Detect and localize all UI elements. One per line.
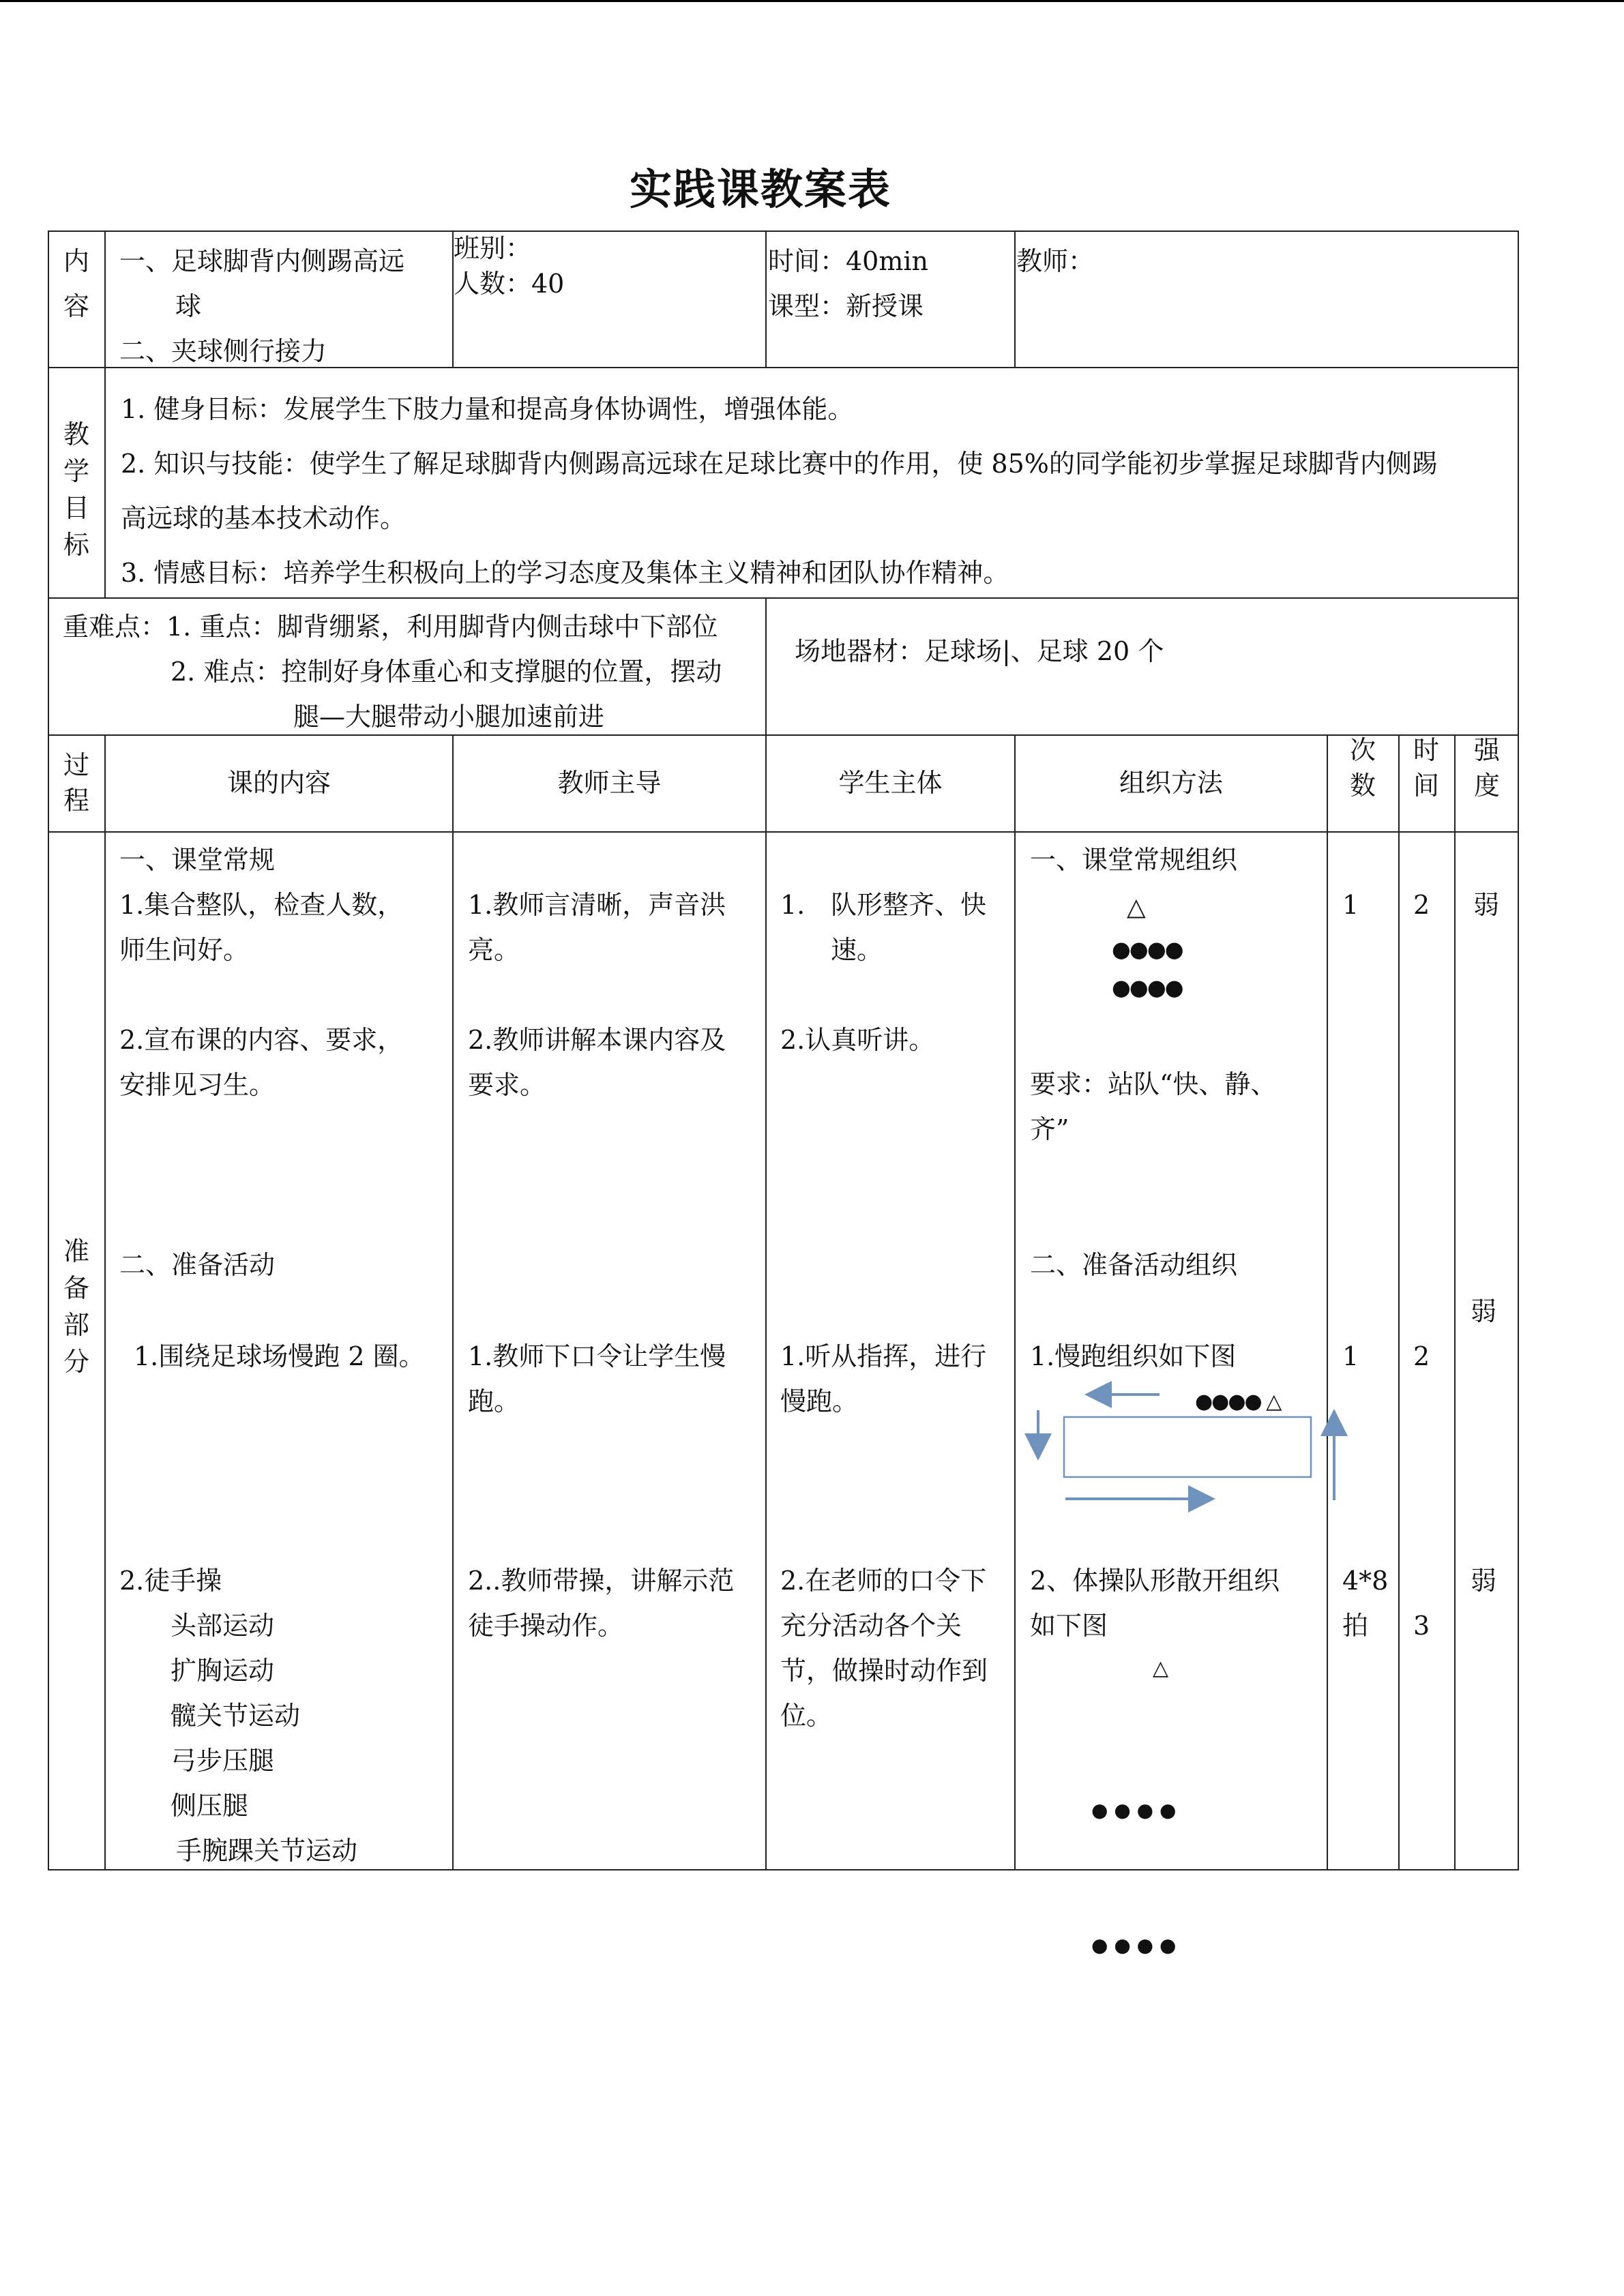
teacher-3-line: 跑。 (468, 1386, 520, 1416)
times-3-line: 4*8 (1342, 1566, 1389, 1596)
goals-text (121, 382, 1438, 600)
routine-2-line: 安排见习生。 (119, 1070, 276, 1100)
exercise-title: 2.徒手操 (119, 1566, 222, 1596)
exercise-item: 侧压腿 (171, 1791, 249, 1821)
teacher-3-line: 1.教师下口令让学生慢 (468, 1341, 726, 1371)
col-intensity-char: 度 (1473, 771, 1500, 801)
exercise-item: 手腕踝关节运动 (176, 1836, 358, 1866)
content-label (49, 239, 104, 329)
goals-label-char: 目 (63, 493, 89, 523)
lesson-type: 课型：新授课 (768, 291, 924, 321)
col-content: 课的内容 (226, 768, 331, 798)
student-3-line: 慢跑。 (780, 1386, 859, 1416)
teacher-2 (468, 1017, 726, 1107)
teacher-1 (468, 882, 726, 972)
method-4-line: 如下图 (1030, 1611, 1108, 1641)
teacher-4-line: 2..教师带操，讲解示范 (468, 1566, 735, 1596)
equipment: 场地器材：足球场|、足球 20 个 (795, 636, 1164, 666)
col-student: 学生主体 (838, 768, 943, 798)
exercise-list (171, 1603, 357, 1873)
col-intensity (1460, 732, 1514, 803)
content-line: 二、夹球侧行接力 (119, 336, 327, 366)
teacher-2-line: 2.教师讲解本课内容及 (468, 1025, 726, 1055)
routine-1-line: 1.集合整队，检查人数， (119, 890, 404, 920)
col-times-char: 数 (1349, 771, 1376, 801)
times-1: 1 (1342, 890, 1359, 920)
col-intensity-char: 强 (1473, 735, 1500, 765)
routine-2-line: 2.宣布课的内容、要求， (119, 1025, 404, 1055)
times-3 (1342, 1558, 1388, 1648)
time-info (768, 239, 928, 329)
duration-2: 2 (1413, 1341, 1430, 1371)
goals-label-char: 教 (63, 419, 89, 449)
intensity-1: 弱 (1473, 890, 1500, 920)
student-1 (831, 882, 986, 972)
col-method: 组织方法 (1119, 768, 1223, 798)
jog-runner-icons: ●●●● △ (1195, 1390, 1281, 1414)
difficult-point-cont: 腿—大腿带动小腿加速前进 (293, 702, 605, 732)
content-line: 球 (175, 291, 202, 321)
col-process (49, 747, 104, 818)
lesson-content (119, 239, 404, 374)
section-label-char: 分 (63, 1347, 89, 1377)
method-4-formation (1091, 1698, 1176, 2013)
method-4-teacher-icon: △ (1153, 1656, 1169, 1680)
intensity-3: 弱 (1471, 1566, 1497, 1596)
student-4-line: 充分活动各个关 (780, 1611, 962, 1641)
method-3: 1.慢跑组织如下图 (1030, 1341, 1237, 1371)
teacher-4 (468, 1558, 734, 1648)
times-2: 1 (1342, 1341, 1359, 1371)
student-4-line: 节，做操时动作到 (780, 1656, 988, 1686)
student-3-line: 1.听从指挥，进行 (780, 1341, 987, 1371)
teacher-2-line: 要求。 (468, 1070, 546, 1100)
difficult-point: 2. 难点：控制好身体重心和支撑腿的位置，摆动 (171, 657, 722, 687)
method-4 (1030, 1558, 1280, 1648)
content-label-char: 内 (63, 246, 89, 276)
routine-2 (119, 1017, 403, 1107)
exercise-item: 头部运动 (171, 1611, 275, 1641)
method-4-line: 2、体操队形散开组织 (1030, 1566, 1280, 1596)
student-4-line: 2.在老师的口令下 (780, 1566, 987, 1596)
warmup-title: 二、准备活动 (119, 1250, 276, 1280)
student-4-line: 位。 (780, 1701, 833, 1731)
col-process-char: 程 (63, 786, 89, 816)
top-border (0, 0, 1624, 2)
student-count: 人数：40 (454, 269, 565, 299)
section-label-char: 准 (63, 1236, 89, 1266)
col-times-char: 次 (1349, 735, 1376, 765)
student-2: 2.认真听讲。 (780, 1025, 935, 1055)
goal-knowledge: 2. 知识与技能：使学生了解足球脚背内侧踢高远球在足球比赛中的作用，使 85%的同学能初步掌握足球脚背内侧踢 (121, 449, 1438, 479)
warmup-1: 1.围绕足球场慢跑 2 圈。 (134, 1341, 425, 1371)
section-label-char: 部 (63, 1310, 89, 1340)
student-row-icon: ●●●● (1112, 936, 1183, 962)
jogging-route-diagram (1023, 1377, 1350, 1521)
method-2: 二、准备活动组织 (1030, 1250, 1238, 1280)
class-info (454, 230, 564, 301)
content-line: 一、足球脚背内侧踢高远 (119, 246, 405, 276)
col-duration-char: 间 (1413, 771, 1439, 801)
goals-label-char: 学 (63, 456, 89, 486)
method-1-formation (1112, 930, 1183, 1007)
page-title: 实践课教案表 (629, 164, 891, 214)
time-label: 时间：40min (768, 246, 929, 276)
key-difficult-points (63, 604, 722, 739)
student-row-icon: ●●●● (1112, 974, 1183, 1000)
content-label-char: 容 (63, 291, 89, 321)
student-1-line: 速。 (831, 935, 883, 965)
teacher-1-line: 1.教师言清晰，声音洪 (468, 890, 726, 920)
duration-3: 3 (1413, 1611, 1430, 1641)
col-teacher: 教师主导 (557, 768, 662, 798)
section-label (49, 1233, 104, 1380)
col-duration (1399, 732, 1453, 803)
field-rectangle (1064, 1417, 1311, 1477)
teacher-field: 教师： (1016, 246, 1095, 276)
student-1-line: 队形整齐、快 (831, 890, 987, 920)
goals-label-char: 标 (63, 530, 89, 560)
teacher-1-line: 亮。 (468, 935, 520, 965)
method-1-requirement (1030, 1062, 1276, 1152)
key-point: 重难点：1. 重点：脚背绷紧，利用脚背内侧击球中下部位 (63, 612, 718, 642)
section-label-char: 备 (63, 1273, 89, 1303)
student-4 (780, 1558, 988, 1738)
requirement-line: 要求：站队“快、静、 (1030, 1069, 1277, 1099)
duration-1: 2 (1413, 890, 1430, 920)
requirement-line: 齐” (1030, 1114, 1069, 1144)
col-times (1335, 732, 1390, 803)
method-1-teacher-icon: △ (1127, 893, 1146, 921)
goal-knowledge-cont: 高远球的基本技术动作。 (121, 503, 407, 533)
intensity-2: 弱 (1471, 1296, 1497, 1326)
exercise-item: 弓步压腿 (171, 1746, 275, 1776)
col-duration-char: 时 (1413, 735, 1439, 765)
method-1: 一、课堂常规组织 (1030, 845, 1238, 875)
class-label: 班别： (454, 233, 532, 263)
exercise-item: 扩胸运动 (171, 1656, 275, 1686)
goal-emotion: 3. 情感目标：培养学生积极向上的学习态度及集体主义精神和团队协作精神。 (121, 558, 1009, 588)
goal-fitness: 1. 健身目标：发展学生下肢力量和提高身体协调性，增强体能。 (121, 394, 854, 424)
exercise-item: 髋关节运动 (171, 1701, 301, 1731)
student-1-num: 1. (780, 890, 806, 920)
routine-title: 一、课堂常规 (119, 845, 276, 875)
student-row-icon: ● ● ● ● (1091, 1934, 1177, 1956)
teacher-3 (468, 1334, 726, 1424)
student-3 (780, 1334, 986, 1424)
teacher-4-line: 徒手操动作。 (468, 1611, 624, 1641)
col-process-char: 过 (63, 750, 89, 780)
goals-label (49, 416, 104, 563)
routine-1-line: 师生问好。 (119, 935, 250, 965)
times-3-line: 拍 (1342, 1611, 1369, 1641)
routine-1 (119, 882, 403, 972)
student-row-icon: ● ● ● ● (1091, 1799, 1177, 1821)
